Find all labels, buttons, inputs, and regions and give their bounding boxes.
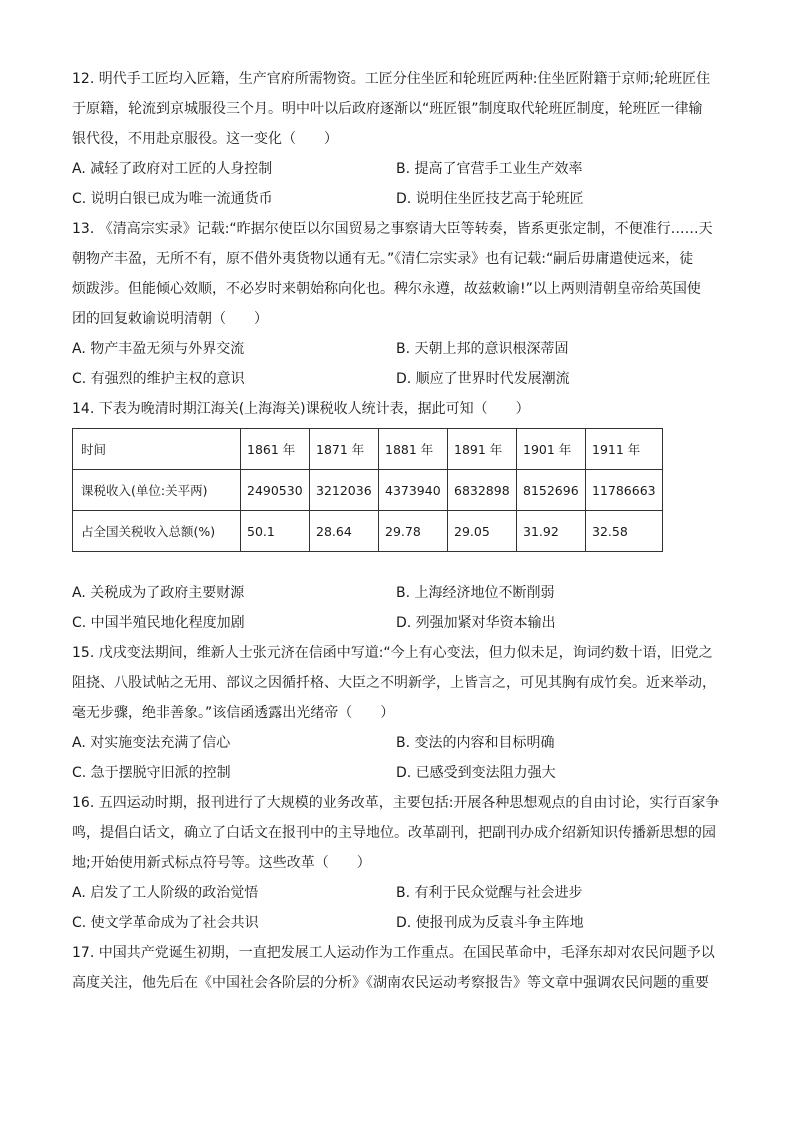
table-cell: 31.92 (517, 511, 586, 552)
table-cell: 占全国关税收入总额(%) (73, 511, 241, 552)
table-cell: 28.64 (310, 511, 379, 552)
table-cell: 3212036 (310, 470, 379, 511)
table-row (73, 470, 663, 511)
table-header-cell: 1861 年 (241, 429, 310, 470)
question-17-stem: 17. 中国共产党诞生初期，一直把发展工人运动作为工作重点。在国民革命中，毛泽东却对农民问题予以 高度关注，他先后在《中国社会各阶层的分析》《湖南农民运动考察报告》等文章中强调农民问题的重要 (72, 945, 715, 991)
question-13-options (72, 334, 722, 394)
option-a[interactable]: A. 对实施变法充满了信心 (72, 735, 231, 751)
table-cell: 4373940 (379, 470, 448, 511)
option-c[interactable]: C. 中国半殖民地化程度加剧 (72, 615, 245, 631)
table-cell: 2490530 (241, 470, 310, 511)
question-16-stem: 16. 五四运动时期，报刊进行了大规模的业务改革，主要包括:开展各种思想观点的自由讨论，实行百家争 鸣，提倡白话文，确立了白话文在报刊中的主导地位。改革副刊，把副刊办成介绍新知识传播新思想的园 地;开始使用新式标点符号等。这些改革（ ） (72, 795, 720, 871)
option-d[interactable]: D. 使报刊成为反袁斗争主阵地 (396, 915, 584, 931)
table-header-cell: 1911 年 (586, 429, 663, 470)
option-d[interactable]: D. 顺应了世界时代发展潮流 (396, 371, 570, 387)
table-header-row (73, 429, 663, 470)
table-header-cell: 时间 (73, 429, 241, 470)
table-cell: 8152696 (517, 470, 586, 511)
table-cell: 29.78 (379, 511, 448, 552)
option-c[interactable]: C. 使文学革命成为了社会共识 (72, 915, 259, 931)
option-b[interactable]: B. 上海经济地位不断削弱 (396, 585, 555, 601)
option-b[interactable]: B. 提高了官营手工业生产效率 (396, 161, 583, 177)
option-c[interactable]: C. 说明白银已成为唯一流通货币 (72, 191, 273, 207)
table-header-cell: 1901 年 (517, 429, 586, 470)
question-12-options (72, 154, 722, 214)
table-header-cell: 1881 年 (379, 429, 448, 470)
option-b[interactable]: B. 变法的内容和目标明确 (396, 735, 555, 751)
question-12 (72, 64, 722, 214)
option-c[interactable]: C. 急于摆脱守旧派的控制 (72, 765, 231, 781)
option-d[interactable]: D. 说明住坐匠技艺高于轮班匠 (396, 191, 584, 207)
question-16 (72, 788, 722, 938)
option-b[interactable]: B. 天朝上邦的意识根深蒂固 (396, 341, 569, 357)
table-cell: 11786663 (586, 470, 663, 511)
option-a[interactable]: A. 关税成为了政府主要财源 (72, 585, 245, 601)
option-d[interactable]: D. 列强加紧对华资本输出 (396, 615, 556, 631)
question-15-stem: 15. 戊戌变法期间，维新人士张元济在信函中写道:“今上有心变法，但力似未足，询词约数十语，旧党之 阻挠、八股试帖之无用、部议之因循扦格、大臣之不明新学，上皆言之，可见其胸有成竹矣。近来举动， 毫无步骤，绝非善象。”该信函透露出光绪帝（ ） (72, 645, 716, 721)
question-16-options (72, 878, 722, 938)
option-d[interactable]: D. 已感受到变法阻力强大 (396, 765, 556, 781)
option-a[interactable]: A. 启发了工人阶级的政治觉悟 (72, 885, 259, 901)
exam-page (72, 64, 722, 998)
table-header-cell: 1871 年 (310, 429, 379, 470)
table-cell: 课税收入(单位:关平两) (73, 470, 241, 511)
customs-revenue-table (72, 428, 663, 552)
table-cell: 29.05 (448, 511, 517, 552)
question-12-stem: 12. 明代手工匠均入匠籍，生产官府所需物资。工匠分住坐匠和轮班匠两种:住坐匠附籍于京师;轮班匠住 于原籍，轮流到京城服役三个月。明中叶以后政府逐渐以“班匠银”制度取代轮班匠制度，轮班匠一律输 银代役，不用赴京服役。这一变化（ ） (72, 71, 711, 147)
question-13-stem: 13. 《清高宗实录》记载:“昨据尔使臣以尔国贸易之事察请大臣等转奏，皆系更张定制，不便准行……天 朝物产丰盈，无所不有，原不借外夷货物以通有无。”《清仁宗实录》也有记载:“嗣后毋庸遣使远来，徒 烦跋涉。但能倾心效顺，不必岁时来朝始称向化也。稗尔永遵，故兹敕谕!”以上两则清朝皇帝给英国使 团的回复敕谕说明清朝（ ） (72, 221, 713, 327)
option-b[interactable]: B. 有利于民众觉醒与社会进步 (396, 885, 583, 901)
question-14-options (72, 578, 722, 638)
question-13 (72, 214, 722, 394)
table-cell: 50.1 (241, 511, 310, 552)
table-header-cell: 1891 年 (448, 429, 517, 470)
question-15-options (72, 728, 722, 788)
question-17 (72, 938, 722, 998)
question-15 (72, 638, 722, 788)
table-cell: 6832898 (448, 470, 517, 511)
option-a[interactable]: A. 物产丰盈无须与外界交流 (72, 341, 245, 357)
table-row (73, 511, 663, 552)
option-c[interactable]: C. 有强烈的维护主权的意识 (72, 371, 245, 387)
table-cell: 32.58 (586, 511, 663, 552)
question-14-stem: 14. 下表为晚清时期江海关(上海海关)课税收人统计表，据此可知（ ） (72, 401, 530, 417)
question-14 (72, 394, 722, 638)
option-a[interactable]: A. 减轻了政府对工匠的人身控制 (72, 161, 273, 177)
